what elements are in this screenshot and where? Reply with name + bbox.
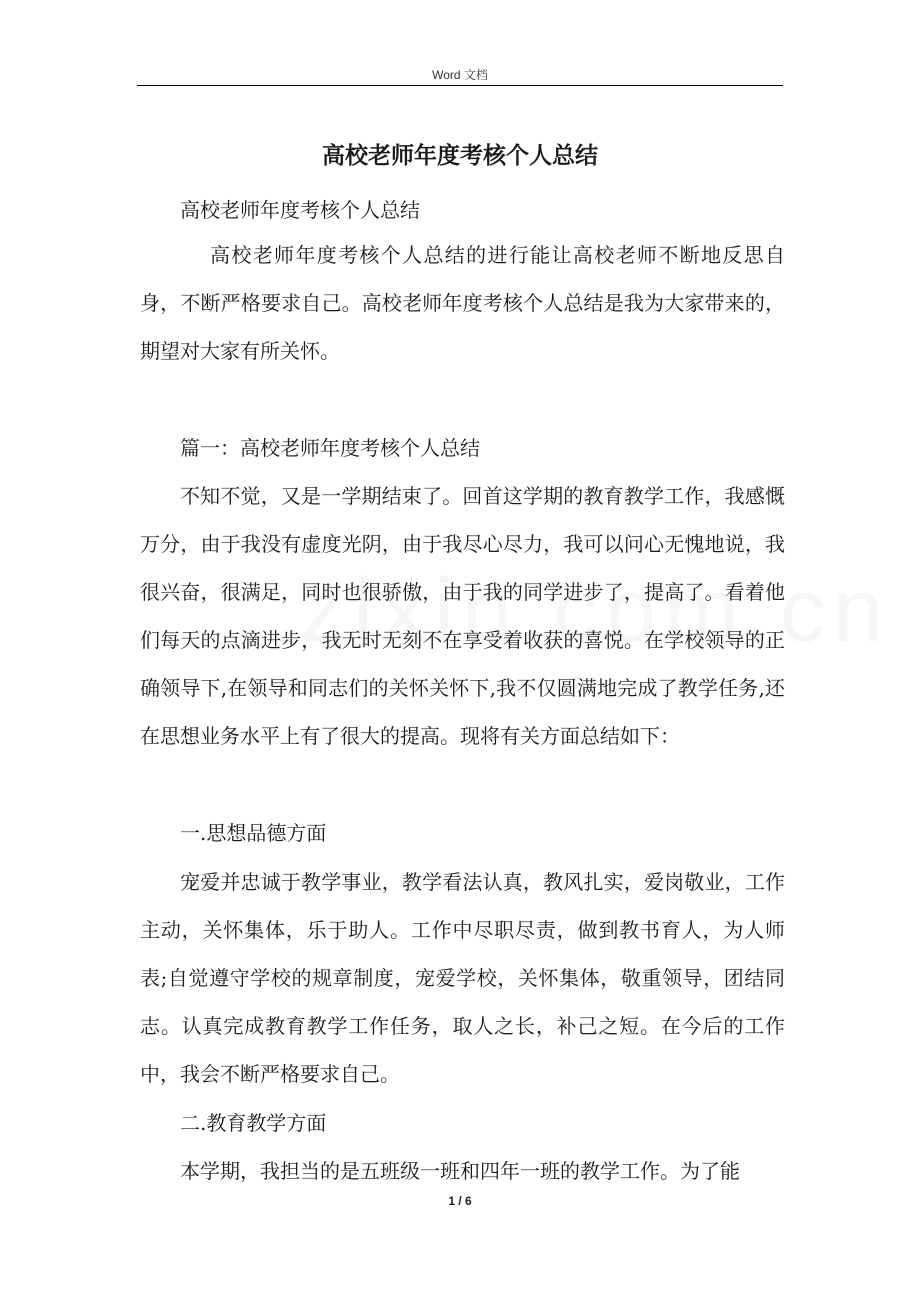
header-rule	[137, 85, 783, 86]
document-title: 高校老师年度考核个人总结	[322, 142, 598, 169]
document-subtitle: 高校老师年度考核个人总结	[180, 198, 420, 222]
heading-thought-morality: 一.思想品德方面	[180, 821, 327, 845]
paragraph-2: 宠爱并忠诚于教学事业，教学看法认真，教风扎实，爱岗敬业，工作主动，关怀集体，乐于助人。工作中尽职尽责，做到教书育人，为人师表;自觉遵守学校的规章制度，宠爱学校，关怀集体，敬重领导，团结同志。认真完成教育教学工作任务，取人之长，补己之短。在今后的工作中，我会不断严格要求自己。	[140, 870, 785, 1086]
heading-teaching: 二.教育教学方面	[180, 1111, 327, 1135]
paragraph-3: 本学期，我担当的是五班级一班和四年一班的教学工作。为了能	[180, 1159, 740, 1183]
paragraph-1: 不知不觉，又是一学期结束了。回首这学期的教育教学工作，我感慨万分，由于我没有虚度光阴，由于我尽心尽力，我可以问心无愧地说，我很兴奋，很满足，同时也很骄傲，由于我的同学进步了，提高了。看着他们每天的点滴进步，我无时无刻不在享受着收获的喜悦。在学校领导的正确领导下,在领导和同志们的关怀关怀下,我不仅圆满地完成了教学任务,还在思想业务水平上有了很大的提高。现将有关方面总结如下：	[140, 484, 785, 748]
header-label: Word 文档	[432, 68, 488, 82]
intro-paragraph: 高校老师年度考核个人总结的进行能让高校老师不断地反思自身，不断严格要求自己。高校老师年度考核个人总结是我为大家带来的，期望对大家有所关怀。	[140, 243, 785, 363]
section-heading: 篇一：高校老师年度考核个人总结	[180, 436, 480, 460]
page-indicator: 1 / 6	[448, 1194, 472, 1208]
